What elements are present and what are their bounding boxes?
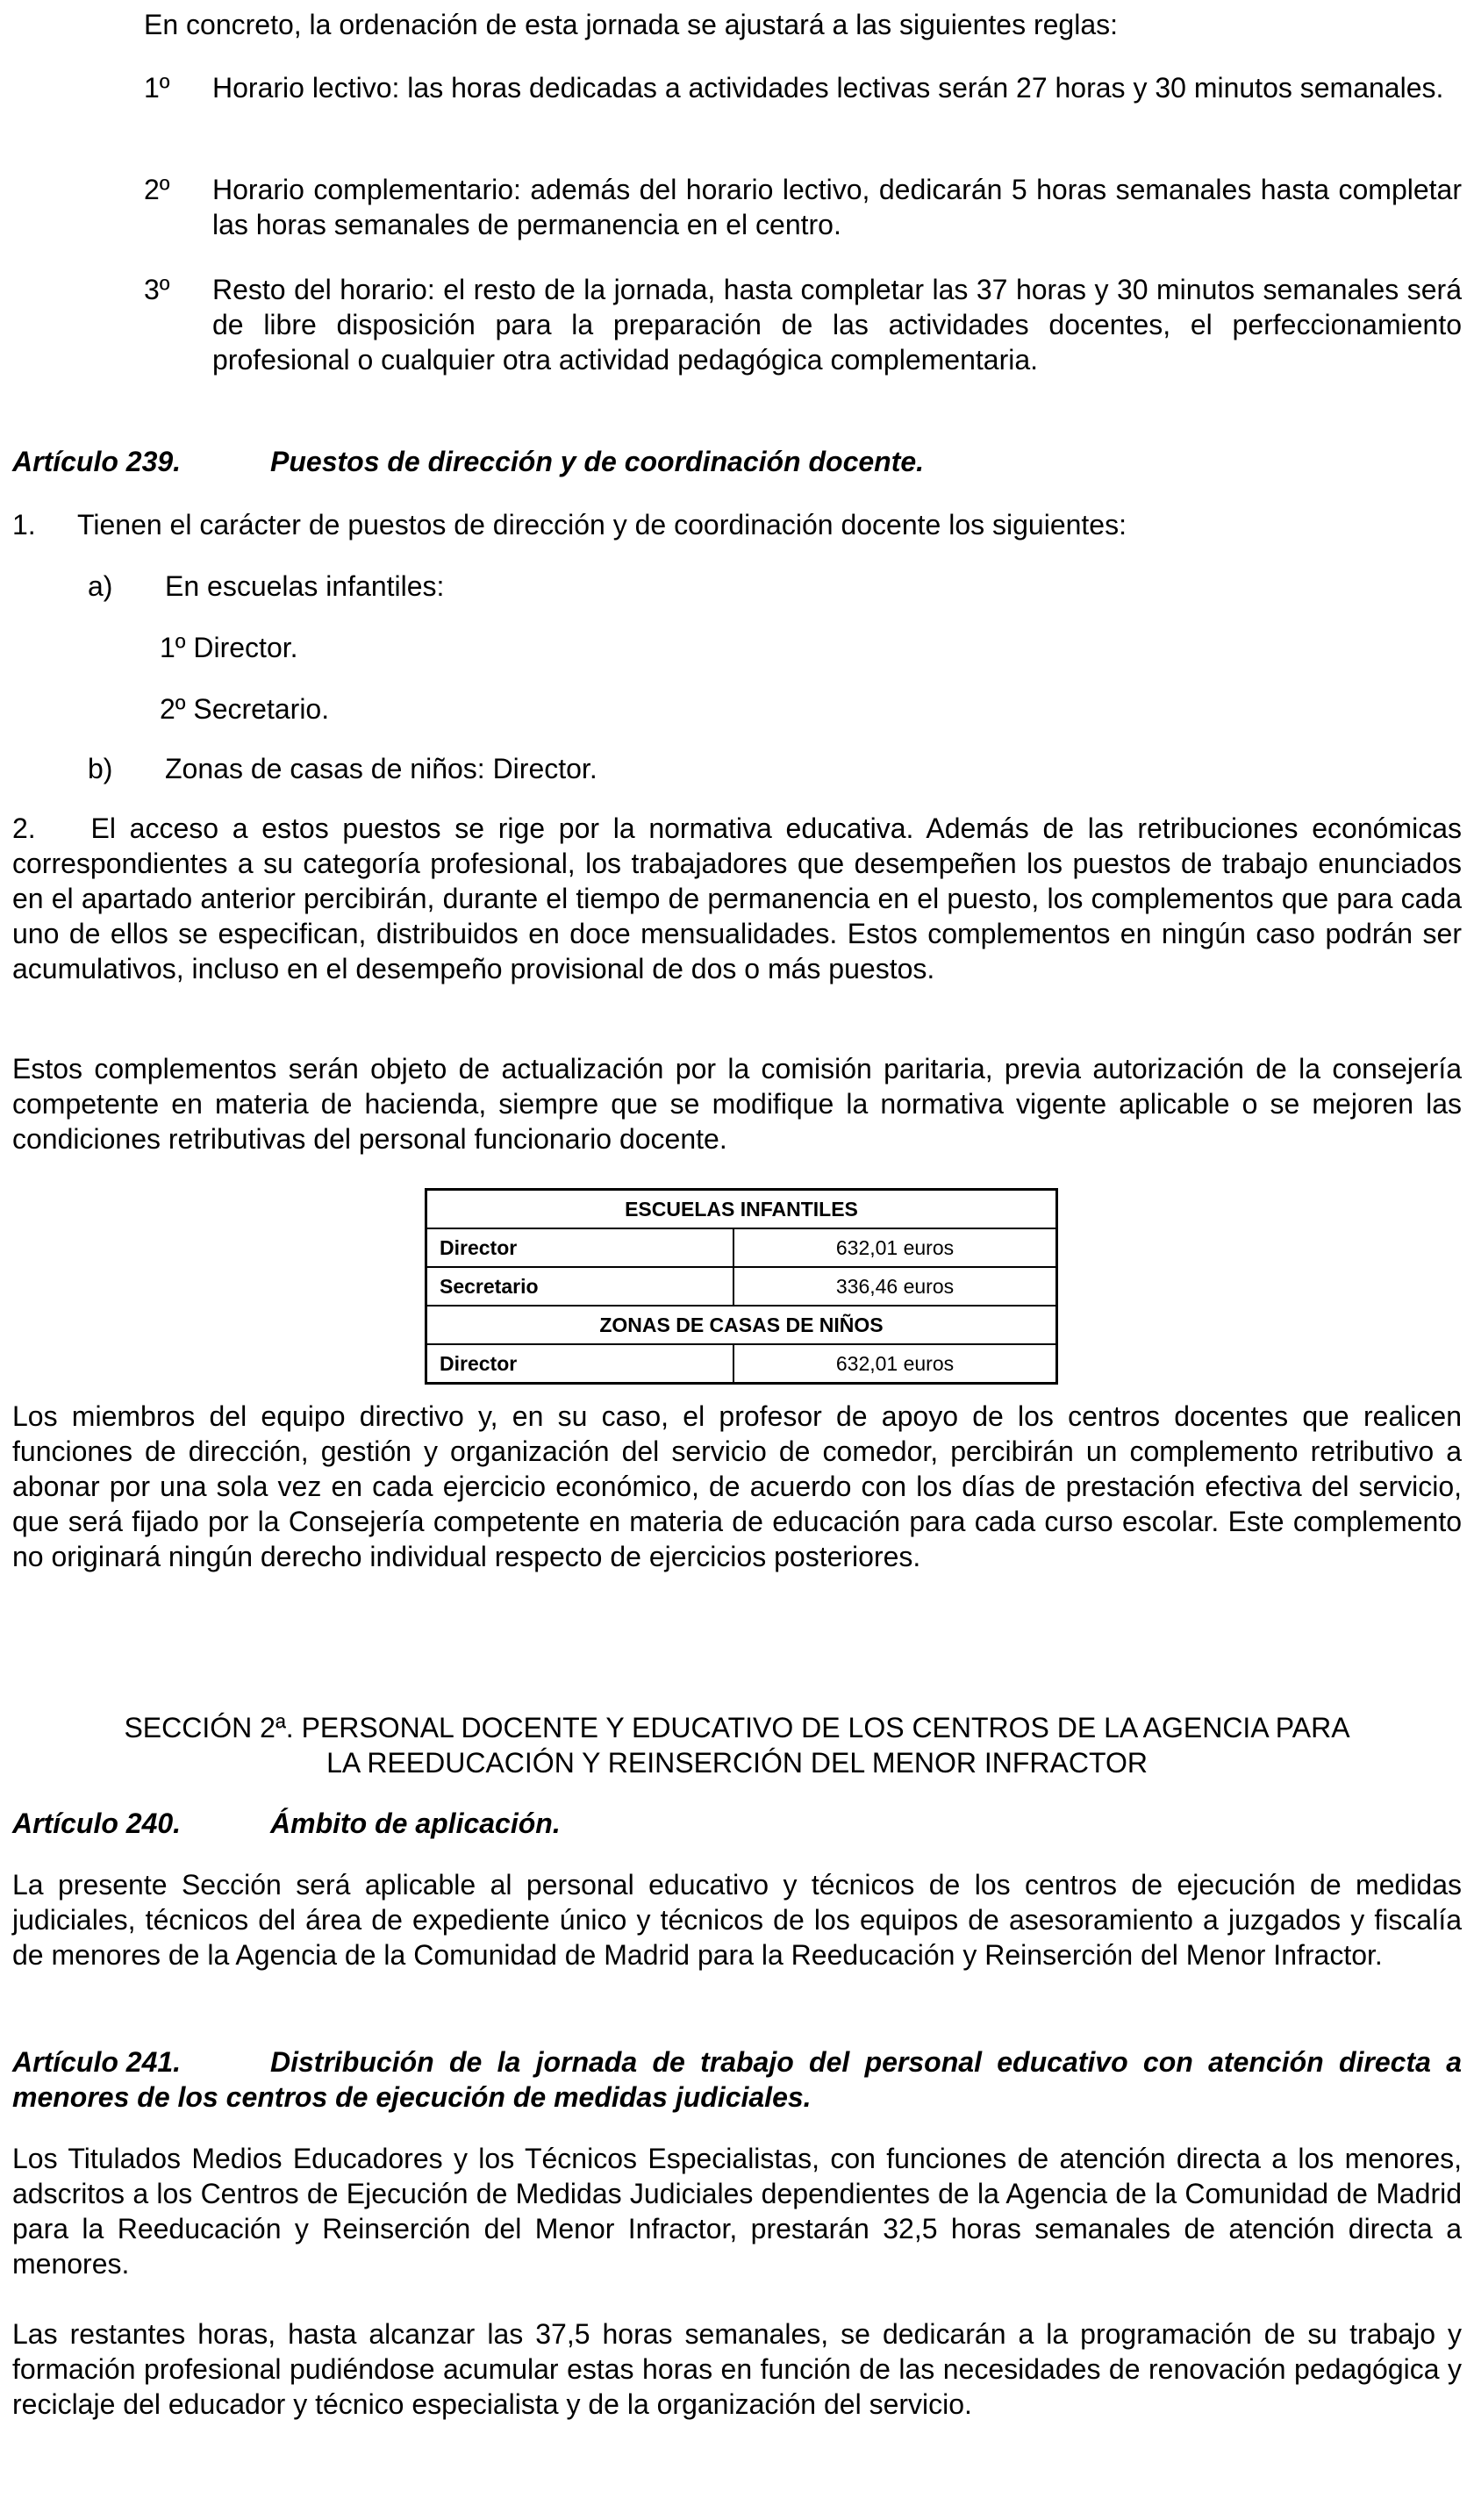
art239-b-label: b) — [88, 753, 113, 784]
table-row — [426, 1267, 1057, 1306]
art239-p3: Estos complementos serán objeto de actualización por la comisión paritaria, previa autorización de la consejería competente en materia de hacienda, siempre que se modifique la normativa vigente aplicable o se mejoren las condiciones retributivas del personal funcionario docente. — [12, 1053, 1462, 1155]
rule-3-text: Resto del horario: el resto de la jornada, hasta completar las 37 horas y 30 minutos semanales será de libre disposición para la preparación de las actividades docentes, el perfeccionamiento profesional o cualquier otra actividad pedagógica complementaria. — [212, 274, 1462, 376]
table-cell-label: Secretario — [426, 1267, 734, 1306]
table-cell-value: 632,01 euros — [733, 1344, 1057, 1384]
article-241-label: Artículo 241. — [12, 2046, 182, 2078]
article-240-title: Ámbito de aplicación. — [270, 1808, 561, 1839]
rule-1-text: Horario lectivo: las horas dedicadas a actividades lectivas serán 27 horas y 30 minutos semanales. — [212, 72, 1444, 104]
article-240-label: Artículo 240. — [12, 1808, 182, 1839]
art241-p1: Los Titulados Medios Educadores y los Técnicos Especialistas, con funciones de atención directa a los menores, adscritos a los Centros de Ejecución de Medidas Judiciales dependientes de la Agencia de la Comunidad de Madrid para la Reeducación y Reinserción del Menor Infractor, prestarán 32,5 horas semanales de atención directa a menores. — [12, 2143, 1462, 2280]
intro-paragraph: En concreto, la ordenación de esta jornada se ajustará a las siguientes reglas: — [144, 9, 1119, 40]
art241-p2: Las restantes horas, hasta alcanzar las 37,5 horas semanales, se dedicarán a la programación de su trabajo y formación profesional pudiéndose acumular estas horas en función de las necesidades de renovación pedagógica y reciclaje del educador y técnico especialista y de la organización del servicio. — [12, 2318, 1462, 2420]
complement-table — [425, 1188, 1058, 1385]
art239-a-text: En escuelas infantiles: — [165, 570, 445, 602]
art239-p4: Los miembros del equipo directivo y, en su caso, el profesor de apoyo de los centros docentes que realicen funciones de dirección, gestión y organización del servicio de comedor, percibirán un complemento retributivo a abonar por una sola vez en cada ejercicio económico, de acuerdo con los días de prestación efectiva del servicio, que será fijado por la Consejería competente en materia de educación para cada curso escolar. Este complemento no originará ningún derecho individual respecto de ejercicios posteriores. — [12, 1400, 1462, 1572]
article-239-label: Artículo 239. — [12, 446, 182, 477]
article-239-title: Puestos de dirección y de coordinación docente. — [270, 446, 925, 477]
section-title-line-1: SECCIÓN 2ª. PERSONAL DOCENTE Y EDUCATIVO DE LOS CENTROS DE LA AGENCIA PARA — [124, 1712, 1350, 1743]
table-row — [426, 1344, 1057, 1384]
table-header-casas-ninos: ZONAS DE CASAS DE NIÑOS — [426, 1306, 1057, 1344]
table-cell-label: Director — [426, 1344, 734, 1384]
art239-b-text: Zonas de casas de niños: Director. — [165, 753, 597, 784]
table-cell-value: 632,01 euros — [733, 1228, 1057, 1267]
art239-p1-number: 1. — [12, 509, 36, 541]
art240-p1: La presente Sección será aplicable al personal educativo y técnicos de los centros de ejecución de medidas judiciales, técnicos del área de expediente único y técnicos de los equipos de asesoramiento a juzgados y fiscalía de menores de la Agencia de la Comunidad de Madrid para la Reeducación y Reinserción del Menor Infractor. — [12, 1869, 1462, 1971]
table-cell-value: 336,46 euros — [733, 1267, 1057, 1306]
art239-a2: 2º Secretario. — [160, 693, 330, 725]
article-241-title: Distribución de la jornada de trabajo del personal educativo con atención directa a menores de los centros de ejecución de medidas judiciales. — [12, 2046, 1462, 2113]
art239-p1-text: Tienen el carácter de puestos de dirección y de coordinación docente los siguientes: — [77, 509, 1127, 541]
table-cell-label: Director — [426, 1228, 734, 1267]
rule-3-number: 3º — [144, 274, 170, 305]
section-title-line-2: LA REEDUCACIÓN Y REINSERCIÓN DEL MENOR INFRACTOR — [326, 1747, 1148, 1779]
rule-1-number: 1º — [144, 72, 170, 104]
art239-p2: 2. El acceso a estos puestos se rige por la normativa educativa. Además de las retribuciones económicas correspondientes a su categoría profesional, los trabajadores que desempeñen los puestos de trabajo enunciados en el apartado anterior percibirán, durante el tiempo de permanencia en el puesto, los complementos que para cada uno de ellos se especifican, distribuidos en doce mensualidades. Estos complementos en ningún caso podrán ser acumulativos, incluso en el desempeño provisional de dos o más puestos. — [12, 813, 1470, 984]
table-header-escuelas: ESCUELAS INFANTILES — [426, 1190, 1057, 1229]
rule-2-text: Horario complementario: además del horario lectivo, dedicarán 5 horas semanales hasta completar las horas semanales de permanencia en el centro. — [212, 174, 1462, 240]
art239-a1: 1º Director. — [160, 632, 298, 663]
rule-2-number: 2º — [144, 174, 170, 205]
table-row — [426, 1228, 1057, 1267]
art239-a-label: a) — [88, 570, 113, 602]
